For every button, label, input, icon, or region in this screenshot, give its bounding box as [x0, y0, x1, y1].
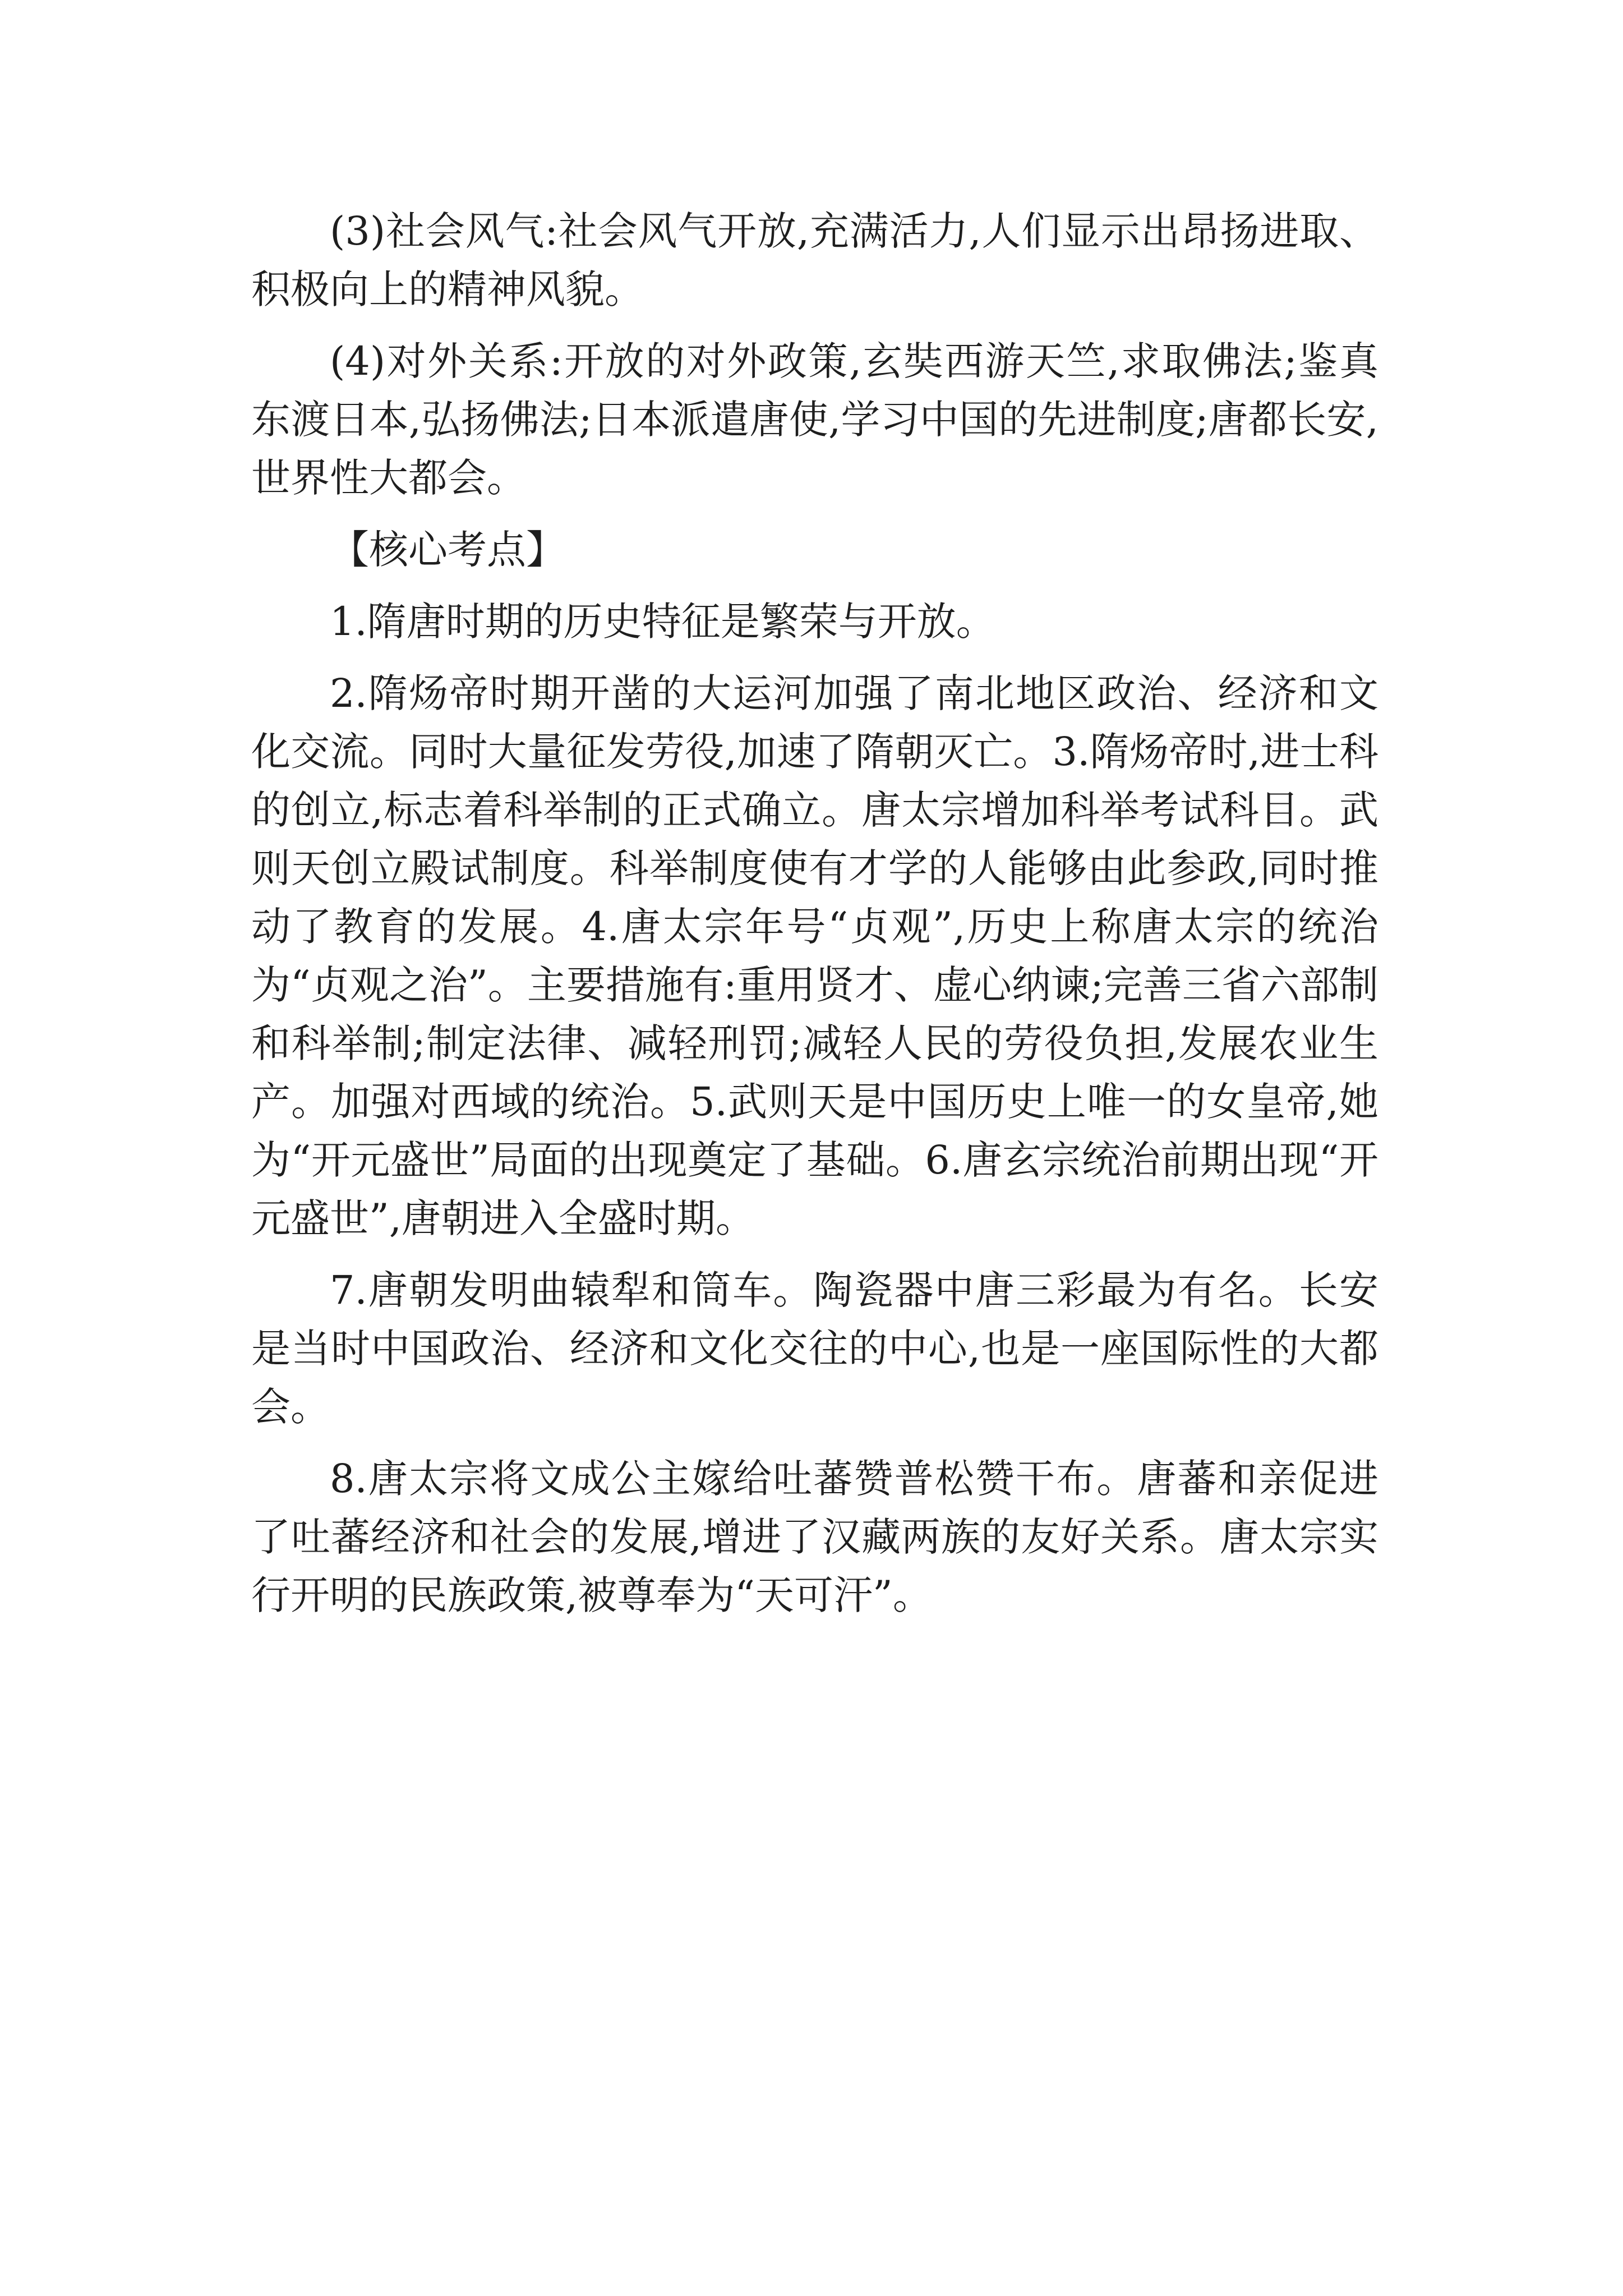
key-point-1: 1.隋唐时期的历史特征是繁荣与开放。 [330, 599, 995, 645]
document-page [251, 202, 1378, 1638]
key-point-8: 8.唐太宗将文成公主嫁给吐蕃赞普松赞干布。唐蕃和亲促进了吐蕃经济和社会的发展,增进了汉藏两族的友好关系。唐太宗实行开明的民族政策,被尊奉为“天可汗”。 [251, 1456, 1378, 1618]
paragraph-social-atmosphere: (3)社会风气:社会风气开放,充满活力,人们显示出昂扬进取、积极向上的精神风貌。 [251, 208, 1378, 312]
paragraph-foreign-relations: (4)对外关系:开放的对外政策,玄奘西游天竺,求取佛法;鉴真东渡日本,弘扬佛法;日本派遣唐使,学习中国的先进制度;唐都长安,世界性大都会。 [251, 338, 1378, 501]
key-point-7: 7.唐朝发明曲辕犁和筒车。陶瓷器中唐三彩最为有名。长安是当时中国政治、经济和文化交往的中心,也是一座国际性的大都会。 [251, 1267, 1378, 1430]
section-heading-core-points: 【核心考点】 [330, 527, 565, 573]
key-point-2-to-6: 2.隋炀帝时期开凿的大运河加强了南北地区政治、经济和文化交流。同时大量征发劳役,加速了隋朝灭亡。3.隋炀帝时,进士科的创立,标志着科举制的正式确立。唐太宗增加科举考试科目。武则天创立殿试制度。科举制度使有才学的人能够由此参政,同时推动了教育的发展。4.唐太宗年号“贞观”,历史上称唐太宗的统治为“贞观之治”。主要措施有:重用贤才、虚心纳谏;完善三省六部制和科举制;制定法律、减轻刑罚;减轻人民的劳役负担,发展农业生产。加强对西域的统治。5.武则天是中国历史上唯一的女皇帝,她为“开元盛世”局面的出现奠定了基础。6.唐玄宗统治前期出现“开元盛世”,唐朝进入全盛时期。 [251, 670, 1378, 1241]
